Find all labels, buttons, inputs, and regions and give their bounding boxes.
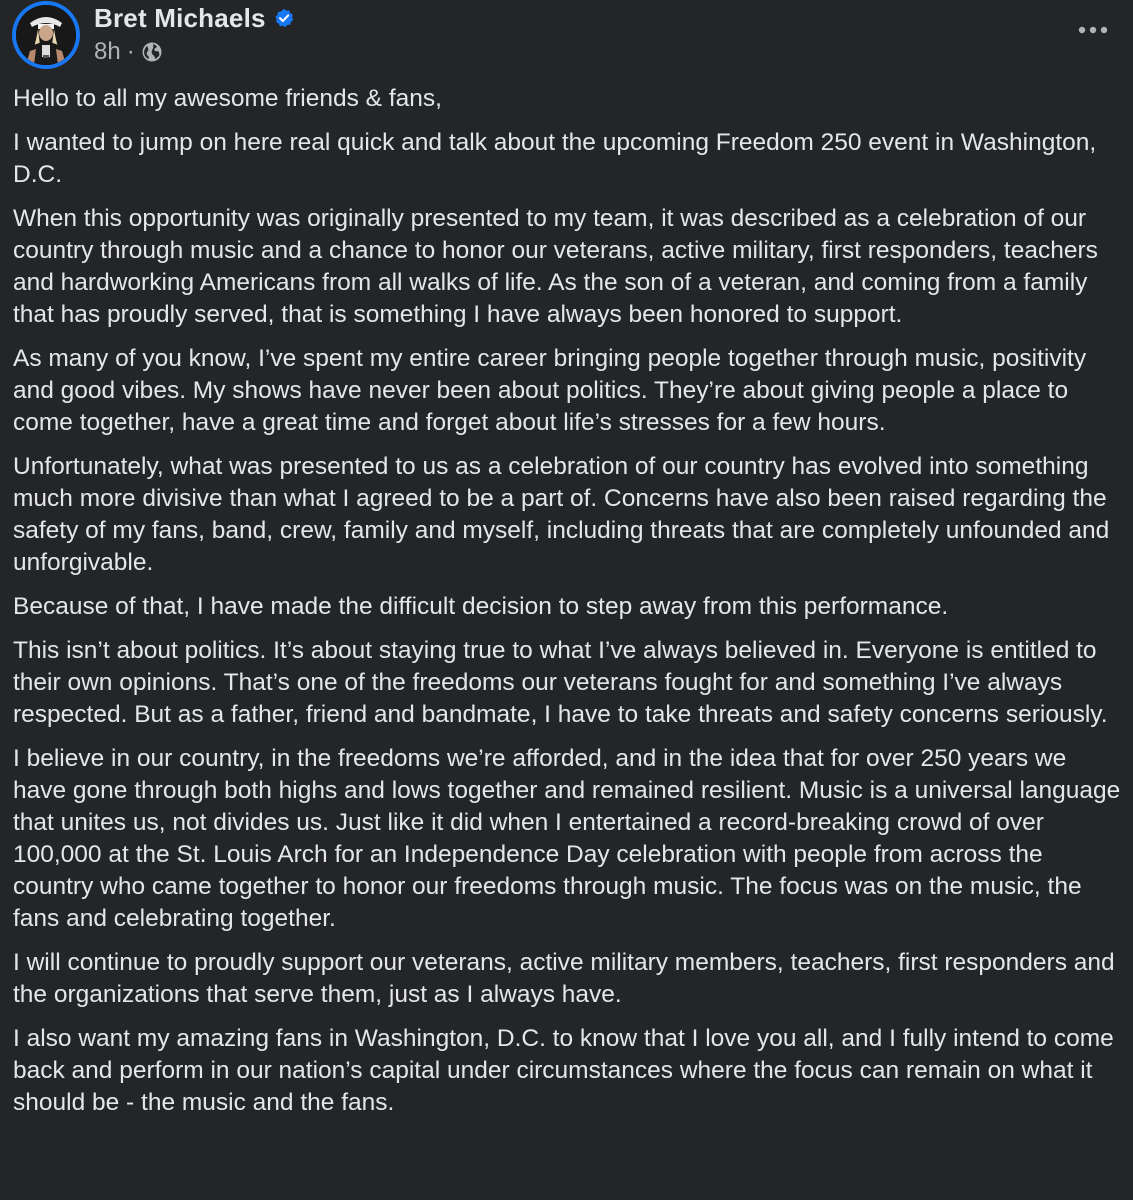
profile-photo [16, 5, 76, 65]
post-paragraph: Unfortunately, what was presented to us as a celebration of our country has evolved into something much more divisive than what I agreed to be a part of. Concerns have also been raised regarding the safety of my fans, band, crew, family and myself, including threats that are completely unfounded and unforgivable. [13, 453, 1110, 576]
more-options-button[interactable] [1071, 14, 1115, 46]
post-text [13, 83, 1123, 1131]
post-paragraph: Hello to all my awesome friends & fans, [13, 85, 442, 112]
post-paragraph: This isn’t about politics. It’s about staying true to what I’ve always believed in. Everyone is entitled to their own opinions. That’s one of the freedoms our veterans fought for and something I’ve always respected. But as a father, friend and bandmate, I have to take threats and safety concerns seriously. [13, 637, 1108, 728]
avatar[interactable] [12, 1, 80, 69]
post-paragraph: As many of you know, I’ve spent my entire career bringing people together through music, positivity and good vibes. My shows have never been about politics. They’re about giving people a place to come together, have a great time and forget about life’s stresses for a few hours. [13, 345, 1087, 436]
meta-separator: · [126, 38, 135, 65]
profile-photo-image [16, 5, 76, 65]
post-paragraph: I wanted to jump on here real quick and talk about the upcoming Freedom 250 event in Washington, D.C. [13, 129, 1097, 188]
globe-icon[interactable] [141, 41, 163, 63]
post-paragraph: I also want my amazing fans in Washington, D.C. to know that I love you all, and I fully intend to come back and perform in our nation’s capital under circumstances where the focus can remain on what it should be - the music and the fans. [13, 1025, 1114, 1116]
post-meta [94, 38, 163, 66]
post-paragraph: When this opportunity was originally presented to my team, it was described as a celebration of our country through music and a chance to honor our veterans, active military, first responders, teachers and hardworking Americans from all walks of life. As the son of a veteran, and coming from a family that has proudly served, that is something I have always been honored to support. [13, 205, 1098, 328]
post-paragraph: Because of that, I have made the difficult decision to step away from this performance. [13, 593, 949, 620]
more-options-icon [1078, 26, 1108, 34]
post-header [0, 0, 1133, 80]
author-name[interactable]: Bret Michaels [94, 2, 266, 33]
post-paragraph: I believe in our country, in the freedoms we’re afforded, and in the idea that for over 250 years we have gone through both highs and lows together and remained resilient. Music is a universal language that unites us, not divides us. Just like it did when I entertained a record-breaking crowd of over 100,000 at the St. Louis Arch for an Independence Day celebration with people from across the country who came together to honor our freedoms through music. The focus was on the music, the fans and celebrating together. [13, 745, 1121, 932]
post-paragraph: I will continue to proudly support our veterans, active military members, teachers, first responders and the organizations that serve them, just as I always have. [13, 949, 1115, 1008]
author-line [94, 2, 294, 34]
post-timestamp[interactable]: 8h [94, 38, 121, 65]
verified-badge-icon [274, 8, 294, 28]
